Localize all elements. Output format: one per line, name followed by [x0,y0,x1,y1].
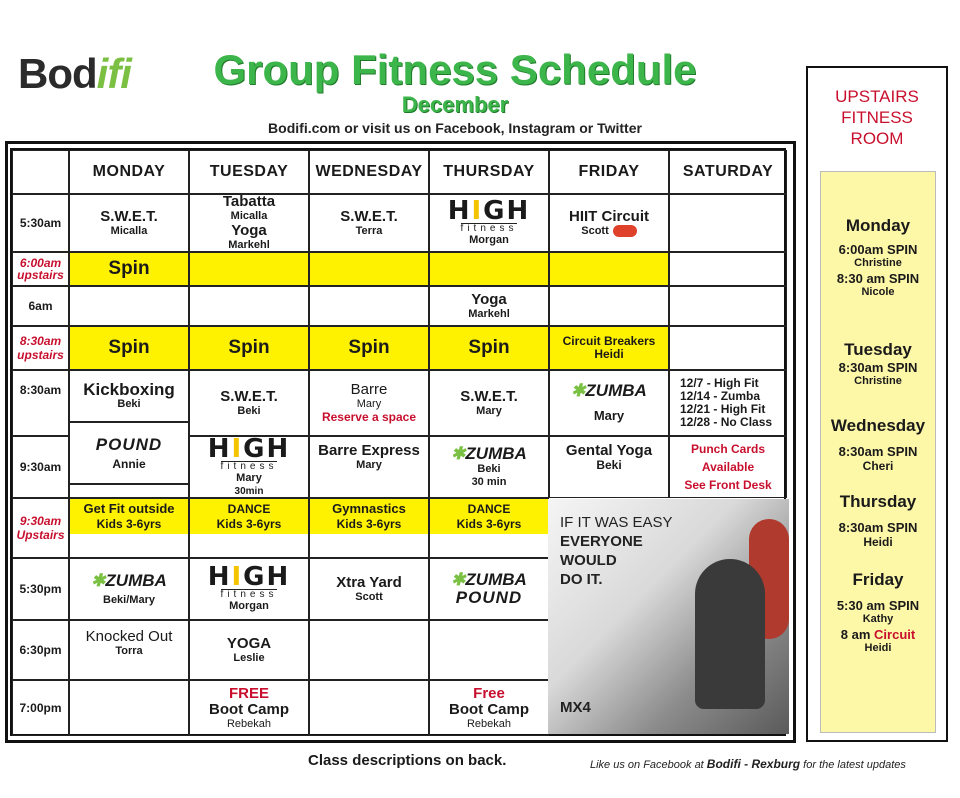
age-range: Kids 3-6yrs [96,517,162,531]
instructor: Mary [356,459,382,471]
class-cell [309,370,429,436]
instructor: Beki [117,397,141,410]
punch-card-note: Punch Cards Available See Front Desk [669,436,787,498]
class-name: Get Fit outside [83,501,175,516]
age-range: Kids 3-6yrs [216,517,282,531]
sidebar-day-thursday: Thursday 8:30am SPIN Heidi [838,492,918,549]
empty-cell [429,620,549,680]
sidebar-day-friday: Friday 5:30 am SPIN Kathy 8 am Circuit Heidi [836,570,920,654]
instructor: Scott [355,590,383,603]
class-spin-wednesday: Spin [309,326,429,370]
class-cell [309,194,429,252]
day-header-saturday: SATURDAY [669,150,787,194]
highlight-cell [309,252,429,286]
class-cell [429,436,549,498]
time-830am-upstairs: 8:30am upstairs [12,326,69,370]
empty-cell [309,286,429,326]
class-cell [429,498,549,558]
class-spin-tuesday: Spin [189,326,309,370]
zumba-icon: ✱ [91,570,106,590]
day-header-thursday: THURSDAY [429,150,549,194]
empty-cell [69,484,189,498]
class-name: S.W.E.T. [100,207,158,225]
empty-cell [309,620,429,680]
empty-cell [69,680,189,736]
class-cell [429,194,549,252]
time-530pm: 5:30pm [12,558,69,620]
fitness-wordmark: fitness [220,589,278,600]
zumba-logo: ✱ZUMBA [571,381,647,400]
footer-social: Like us on Facebook at Bodifi - Rexburg for the latest updates [590,757,906,771]
high-fitness-logo: HIGH [207,562,291,592]
class-name: S.W.E.T. [220,387,278,405]
time-700pm: 7:00pm [12,680,69,736]
class-name: S.W.E.T. [340,207,398,225]
empty-cell [309,680,429,736]
class-cell [69,194,189,252]
class-cell [189,558,309,620]
class-cell [549,194,669,252]
class-name: YOGA [226,634,272,652]
class-cell [549,326,669,370]
empty-cell [669,194,787,252]
instructor: Beki/Mary [103,593,155,606]
empty-cell [669,252,787,286]
high-fitness-logo: HIGH [208,437,291,461]
upstairs-sidebar [806,66,948,742]
class-name: DANCE [227,502,271,516]
class-name: Yoga [471,290,507,308]
instructor: Heidi [594,347,624,361]
class-cell [309,498,429,558]
class-cell [69,620,189,680]
class-cell [189,194,309,252]
day-header-monday: MONDAY [69,150,189,194]
class-cell [549,370,669,436]
class-spin-monday-600: Spin [69,252,189,286]
motivational-photo [548,499,789,734]
class-cell [549,436,669,498]
class-cell [189,498,309,558]
zumba-logo: ✱ZUMBA [451,570,527,589]
high-fitness-logo: HIGH [447,196,531,226]
kids-class-band [310,499,428,534]
time-530am: 5:30am [12,194,69,252]
empty-cell [189,286,309,326]
instructor: Terra [355,224,383,237]
sidebar-schedule [820,171,936,733]
time-630pm: 6:30pm [12,620,69,680]
bolt-icon: I [231,436,244,464]
mx4-logo: MX4 [560,699,591,716]
class-cell [69,558,189,620]
class-name: HIIT Circuit [568,207,649,225]
class-cell [309,558,429,620]
fitness-wordmark: fitness [460,223,518,234]
instructor: Leslie [233,651,265,664]
free-badge: FREE [228,684,269,702]
age-range: Kids 3-6yrs [456,517,522,531]
instructor: Micalla [230,210,268,222]
class-name: Circuit Breakers [562,334,656,348]
class-name: Barre Express [318,442,420,459]
instructor: Scott [581,225,637,238]
empty-cell [669,326,787,370]
class-name: Knocked Out [85,628,173,645]
zumba-icon: ✱ [451,570,466,589]
highlight-cell [549,252,669,286]
sidebar-day-tuesday: Tuesday 8:30am SPIN Christine [838,340,918,387]
athlete-figure [695,559,765,709]
instructor: Morgan [469,234,509,246]
class-cell [429,680,549,736]
zumba-icon: ✱ [451,444,466,463]
pound-logo: POUND [95,434,163,454]
class-cell [309,436,429,498]
zumba-logo: ✱ZUMBA [91,570,167,590]
class-cell [189,620,309,680]
class-cell [69,498,189,558]
class-name: Barre [350,381,388,398]
zumba-logo: ✱ZUMBA [451,444,527,463]
fitness-wordmark: fitness [220,460,278,472]
page-title: Group Fitness Schedule [213,46,697,93]
saturday-schedule-note: 12/7 - High Fit 12/14 - Zumba 12/21 - High Fit 12/28 - No Class [669,370,787,436]
day-header-wednesday: WEDNESDAY [309,150,429,194]
time-830am: 8:30am [12,370,69,436]
class-cell [429,558,549,620]
kids-class-band [70,499,188,534]
corner-cell [12,150,69,194]
month-subtitle: December [401,92,509,117]
class-cell [189,680,309,736]
bolt-icon: I [471,196,484,226]
time-930am: 9:30am [12,436,69,498]
day-header-friday: FRIDAY [549,150,669,194]
time-930am-upstairs: 9:30am Upstairs [12,498,69,558]
sidebar-day-wednesday: Wednesday 8:30am SPIN Cheri [830,416,926,473]
highlight-cell [189,252,309,286]
instructor: Morgan [229,600,269,612]
pound-logo: POUND [455,588,523,607]
class-name: DANCE [467,502,511,516]
instructor: Mary [593,408,625,423]
class-name: Xtra Yard [336,573,402,591]
class-name: Yoga [231,222,267,239]
zumba-icon: ✱ [571,381,586,400]
cyclist-icon [613,225,637,237]
class-cell [429,370,549,436]
duration: 30min [234,485,264,497]
instructor: Markehl [468,307,510,320]
instructor: Markehl [228,239,270,251]
class-name: Boot Camp [209,700,289,718]
time-6am: 6am [12,286,69,326]
class-name: Boot Camp [449,700,529,718]
class-name: Kickboxing [83,379,175,399]
sidebar-day-monday: Monday 6:00am SPIN Christine 8:30 am SPIN Nicole [836,216,920,298]
highlight-cell [429,252,549,286]
instructor: Mary [476,404,502,417]
instructor: Mary [236,471,262,484]
class-cell [429,286,549,326]
class-cell [69,370,189,422]
sidebar-title: UPSTAIRS FITNESS ROOM [835,87,919,148]
class-cell [69,422,189,484]
class-cell [189,436,309,498]
footer-note: Class descriptions on back. [308,752,507,769]
class-name: Gental Yoga [565,442,653,459]
reserve-note: Reserve a space [321,410,417,424]
day-header-tuesday: TUESDAY [189,150,309,194]
instructor: Micalla [110,224,148,237]
instructor: Torra [115,645,143,657]
bolt-icon: I [231,562,244,592]
kids-class-band [430,499,548,534]
class-name: Gymnastics [332,501,406,516]
kids-class-band [190,499,308,534]
bodifi-logo: Bodifi [18,50,131,97]
class-spin-thursday: Spin [429,326,549,370]
age-range: Kids 3-6yrs [336,517,402,531]
instructor: Annie [112,456,146,471]
class-cell [189,370,309,436]
empty-cell [549,286,669,326]
social-line: Bodifi.com or visit us on Facebook, Instagram or Twitter [268,120,642,136]
instructor: Beki [237,404,261,417]
class-name: S.W.E.T. [460,387,518,405]
instructor: Rebekah [226,717,272,730]
instructor: Beki [477,463,501,475]
duration: 30 min [471,476,507,488]
instructor: Beki [596,458,622,472]
free-badge: Free [473,684,505,702]
empty-cell [669,286,787,326]
class-name: Tabatta [222,194,276,210]
empty-cell [69,286,189,326]
instructor: Rebekah [466,717,512,730]
class-spin-monday: Spin [69,326,189,370]
motivational-quote: IF IT WAS EASY EVERYONE WOULD DO IT. [560,514,673,588]
instructor: Mary [356,398,382,410]
time-600am-upstairs: 6:00am upstairs [12,252,69,286]
